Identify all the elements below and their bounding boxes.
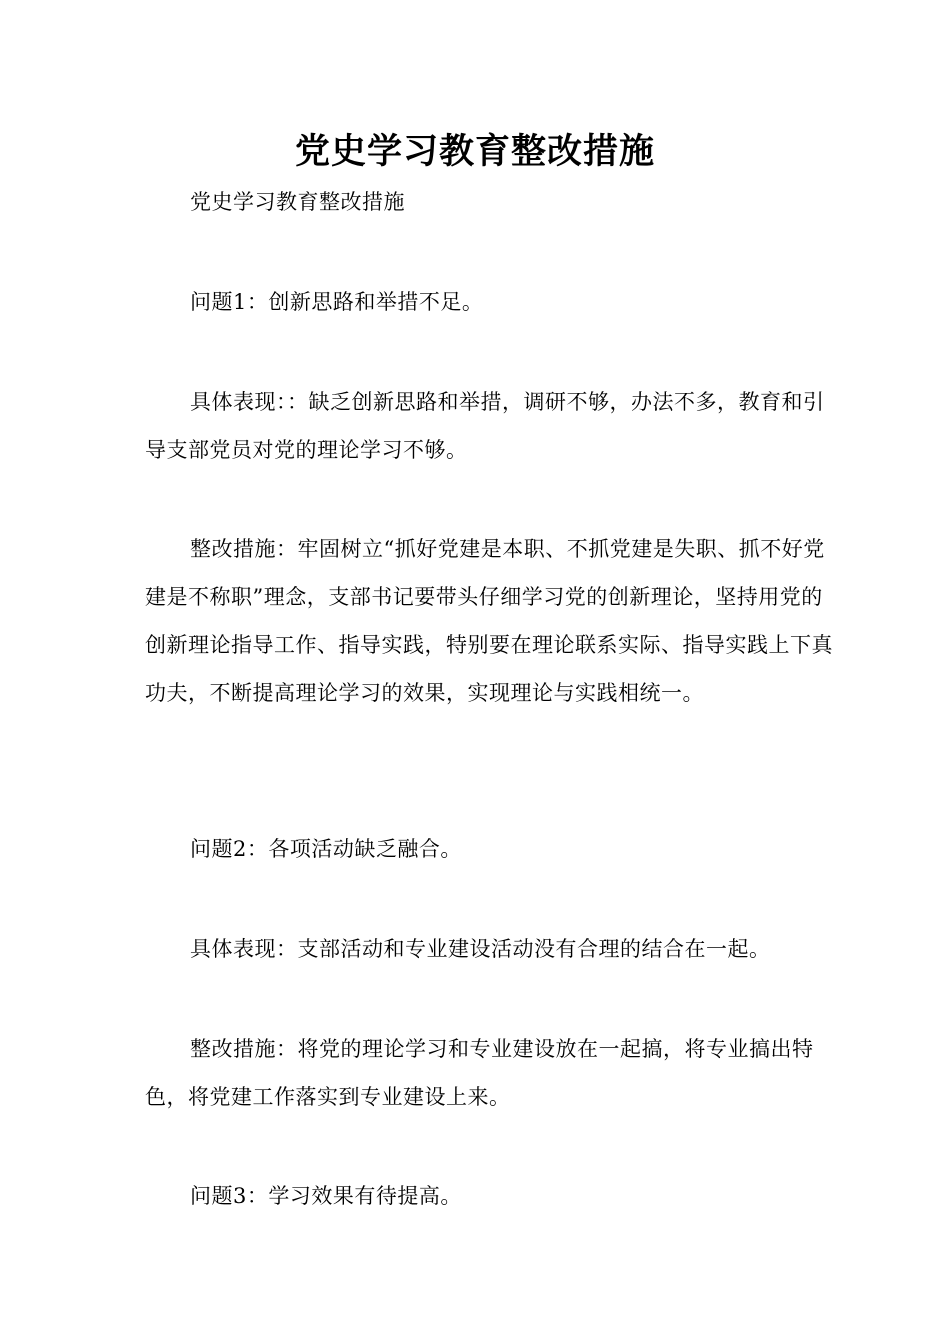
issue-2-heading: 问题2：各项活动缺乏融合。 <box>190 837 462 861</box>
issue-1-heading: 问题1：创新思路和举措不足。 <box>190 290 484 314</box>
issue-2-symptoms: 具体表现：支部活动和专业建设活动没有合理的结合在一起。 <box>190 937 771 961</box>
issue-1-measures: 整改措施：牢固树立“抓好党建是本职、不抓党建是失职、抓不好党建是不称职”理念，支部书记要带头仔细学习党的创新理论，坚持用党的创新理论指导工作、指导实践，特别要在理论联系实际、指导实践上下真功夫，不断提高理论学习的效果，实现理论与实践相统一。 <box>145 537 833 705</box>
issue-3-heading: 问题3：学习效果有待提高。 <box>190 1184 462 1208</box>
document-title: 党史学习教育整改措施 <box>294 131 655 172</box>
issue-2-measures: 整改措施：将党的理论学习和专业建设放在一起搞，将专业搞出特色，将党建工作落实到专业建设上来。 <box>145 1037 814 1109</box>
subtitle-paragraph: 党史学习教育整改措施 <box>190 190 405 214</box>
issue-1-symptoms: 具体表现：：缺乏创新思路和举措，调研不够，办法不多，教育和引导支部党员对党的理论学习不够。 <box>145 390 825 462</box>
